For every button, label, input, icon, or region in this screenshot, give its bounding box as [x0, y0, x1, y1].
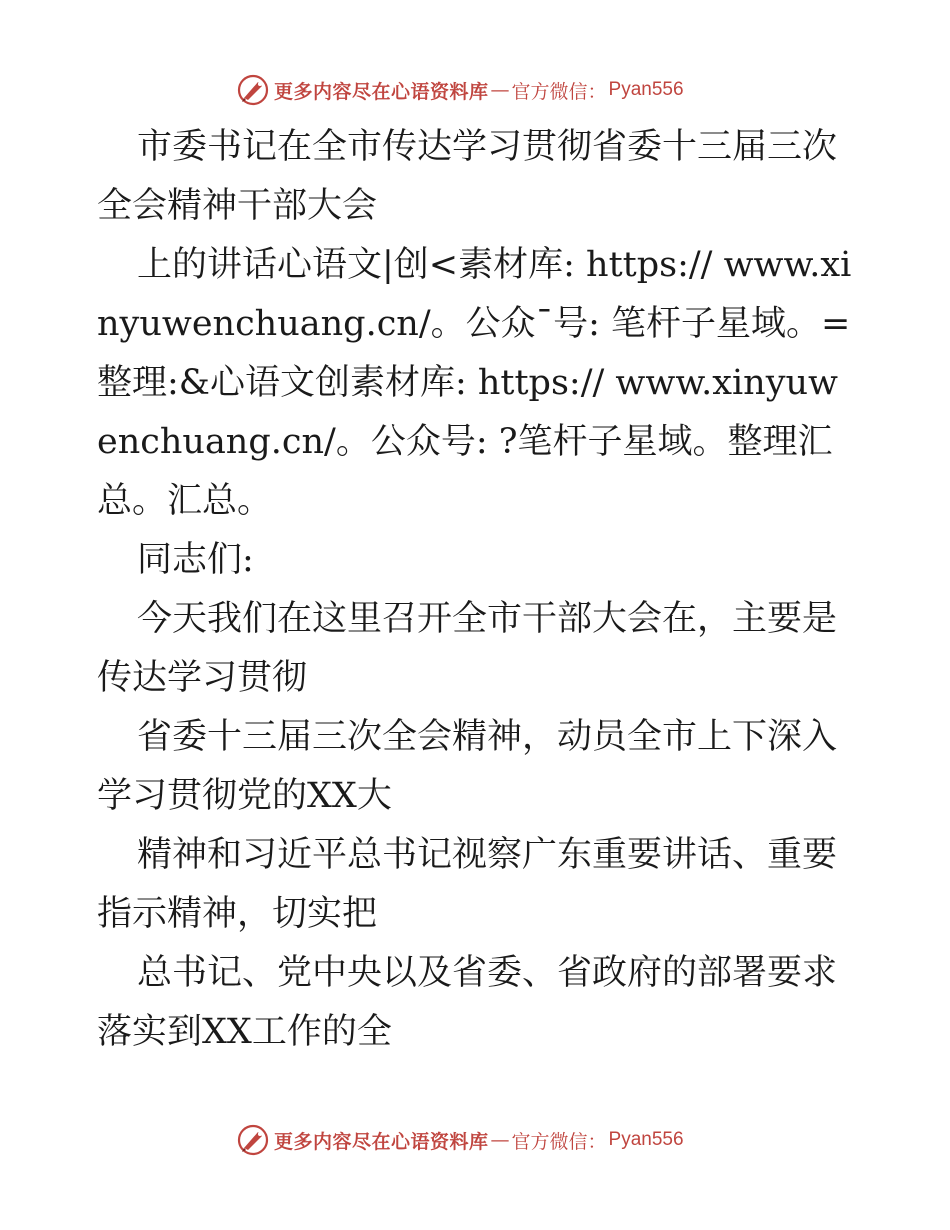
wechat-id: Pyan556	[608, 1129, 684, 1150]
document-body	[97, 118, 857, 1062]
document-paragraph: 上的讲话心语文|创<素材库: https:// www.xinyuwenchuang.cn/。公众¯号: 笔杆子星域。=整理:&心语文创素材库: https:// www.xinyuwenchuang.cn/。公众号: ?笔杆子星域。整理汇总。汇总。	[97, 245, 852, 521]
document-paragraph: 精神和习近平总书记视察广东重要讲话、重要指示精神，切实把	[97, 835, 838, 934]
wechat-label: 官方微信：	[511, 1130, 607, 1153]
salutation: 同志们:	[137, 540, 254, 580]
banner-dash: —	[490, 1129, 510, 1151]
wechat-label: 官方微信：	[511, 80, 607, 103]
document-paragraph: 省委十三届三次全会精神，动员全市上下深入学习贯彻党的XX大	[97, 717, 838, 816]
banner-title: 更多内容尽在心语资料库	[274, 80, 489, 103]
document-title-line: 市委书记在全市传达学习贯彻省委十三届三次全会精神干部大会	[97, 127, 838, 226]
pen-logo-icon	[236, 73, 270, 107]
pen-logo-icon	[236, 1123, 270, 1157]
banner-dash: —	[490, 79, 510, 101]
footer-banner	[236, 1122, 684, 1158]
document-paragraph: 今天我们在这里召开全市干部大会在，主要是传达学习贯彻	[97, 599, 838, 698]
wechat-id: Pyan556	[608, 79, 684, 100]
document-paragraph: 总书记、党中央以及省委、省政府的部署要求落实到XX工作的全	[97, 953, 838, 1052]
banner-title: 更多内容尽在心语资料库	[274, 1130, 489, 1153]
header-banner	[236, 72, 684, 108]
